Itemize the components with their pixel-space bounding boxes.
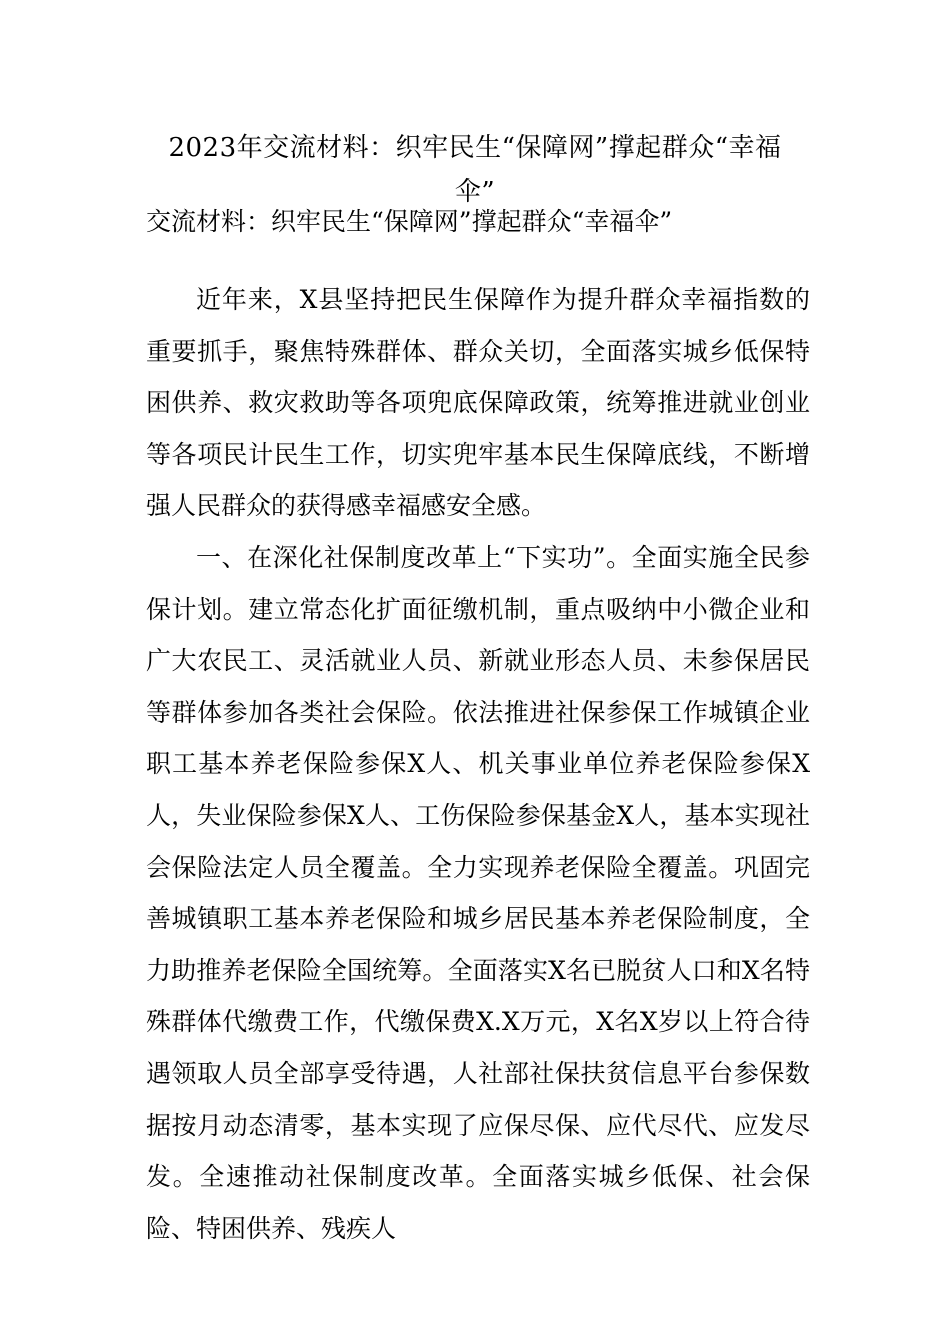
paragraph-intro: 近年来，X县坚持把民生保障作为提升群众幸福指数的重要抓手，聚焦特殊群体、群众关切，全面落实城乡低保特困供养、救灾救助等各项兜底保障政策，统筹推进就业创业等各项民计民生工作，切实兜牢基本民生保障底线，不断增强人民群众的获得感幸福感安全感。 (146, 285, 810, 521)
document-subtitle: 交流材料：织牢民生“保障网”撑起群众“幸福伞” (146, 207, 673, 236)
paragraph-section-one: 一、在深化社保制度改革上“下实功”。全面实施全民参保计划。建立常态化扩面征缴机制，重点吸纳中小微企业和广大农民工、灵活就业人员、新就业形态人员、未参保居民等群体参加各类社会保险。依法推进社保参保工作城镇企业职工基本养老保险参保X人、机关事业单位养老保险参保X人，失业保险参保X人、工伤保险参保基金X人，基本实现社会保险法定人员全覆盖。全力实现养老保险全覆盖。巩固完善城镇职工基本养老保险和城乡居民基本养老保险制度，全力助推养老保险全国统筹。全面落实X名已脱贫人口和X名特殊群体代缴费工作，代缴保费X.X万元，X名X岁以上符合待遇领取人员全部享受待遇，人社部社保扶贫信息平台参保数据按月动态清零，基本实现了应保尽保、应代尽代、应发尽发。全速推动社保制度改革。全面落实城乡低保、社会保险、特困供养、残疾人 (146, 543, 810, 1243)
document-title: 2023年交流材料：织牢民生“保障网”撑起群众“幸福伞” (168, 133, 782, 207)
